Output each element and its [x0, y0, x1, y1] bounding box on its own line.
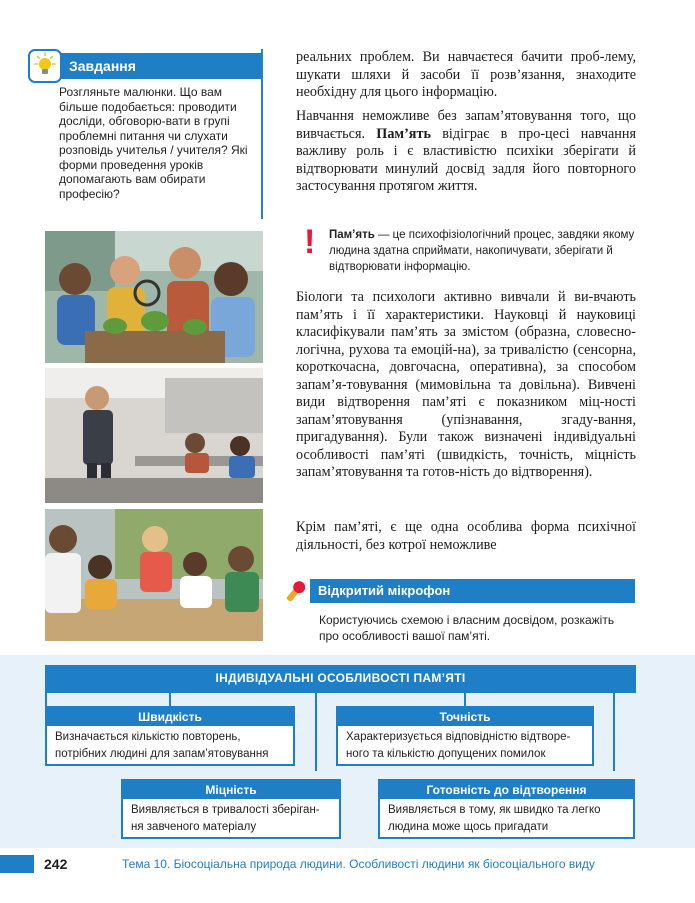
paragraph-3: Біологи та психологи активно вивчали й ви-вчають пам’ять і її характеристики. Науковці й науковиці класифікували пам’ять за змістом (образна, словесно-логічна, рухова та емоцій-на), за тривалістю (сенсорна, короткочасна, довгочасна, оперативна), за способом запам’я-товування (мимовільна та довільна). Вивчені види відтворення пам’яті є показником міц-ності запам’ятовування (упізнавання, згаду-вання, пригадування). Були також визначені індивідуальні особливості пам’яті (швидкість, точність, міцність запам’ятовування та готов-ність до відтворення). [296, 289, 636, 480]
microphone-icon [282, 575, 310, 607]
paragraph-4: Крім пам’яті, є ще одна особлива форма психічної діяльності, без котрої неможливе [296, 519, 636, 553]
paragraph-1: реальних проблем. Ви навчаєтеся бачити проб-лему, шукати шляхи й засоби її розв’язання, знаходите необхідну для цього інформацію. [296, 49, 636, 100]
connector [464, 691, 466, 707]
connector [315, 691, 317, 771]
diagram-title: ІНДИВІДУАЛЬНІ ОСОБЛИВОСТІ ПАМ’ЯТІ [45, 665, 636, 691]
paragraph-2: Навчання неможливе без запам’ятовування того, що вивчається. Пам’ять відіграє в про-цесі навчання важливу роль і є властивістю психіки зберігати й відтворювати минулий досвід задля його повторного застосування протягом життя. [296, 108, 636, 194]
box-title: Швидкість [47, 708, 293, 726]
connector [613, 691, 615, 771]
memory-term: Пам’ять [376, 125, 431, 142]
box-title: Готовність до відтворення [380, 781, 633, 799]
microphone-title: Відкритий мікрофон [310, 579, 635, 603]
lightbulb-icon [28, 49, 62, 83]
diagram-box-readiness [378, 779, 635, 839]
box-title: Точність [338, 708, 592, 726]
microphone-text: Користуючись схемою і власним досвідом, розкажіть про особливості вашої пам’яті. [319, 613, 615, 643]
definition-term: Пам’ять [329, 229, 375, 241]
footer-bar [0, 855, 34, 873]
box-text: Визначається кількістю повторень, потрібних людині для запам’ятовування [55, 731, 269, 760]
photo-group-discussion [45, 509, 263, 641]
connector [45, 691, 636, 693]
definition-text: Пам’ять — це психофізіологічний процес, завдяки якому людина здатна сприймати, накопичувати, зберігати й відтворювати інформацію. [329, 229, 635, 273]
box-text: Характеризується відповідністю відтворе-ного та кількістю допущених помилок [346, 731, 571, 760]
task-box [28, 49, 263, 219]
diagram-box-speed [45, 706, 295, 766]
photo-students-plants [45, 231, 263, 363]
page-number: 242 [44, 856, 68, 872]
box-title: Міцність [123, 781, 339, 799]
diagram-box-strength [121, 779, 341, 839]
exclamation-icon: ! [304, 223, 316, 261]
footer-topic: Тема 10. Біосоціальна природа людини. Особливості людини як біосоціального виду [122, 857, 595, 871]
connector [45, 691, 47, 707]
connector [169, 691, 171, 707]
task-title: Завдання [42, 53, 261, 79]
diagram-box-accuracy [336, 706, 594, 766]
photo-classroom-lecture [45, 368, 263, 503]
task-text: Розгляньте малюнки. Що вам більше подобається: проводити досліди, обговорю-вати в групі проблемні питання чи слухати розповідь учителья / учителя? Які форми проведення уроків допомагають вам обирати професію? [59, 85, 248, 201]
box-text: Виявляється в тому, як швидко та легко людина може щось пригадати [388, 804, 601, 833]
box-text: Виявляється в тривалості зберіган-ня завченого матеріалу [131, 804, 320, 833]
